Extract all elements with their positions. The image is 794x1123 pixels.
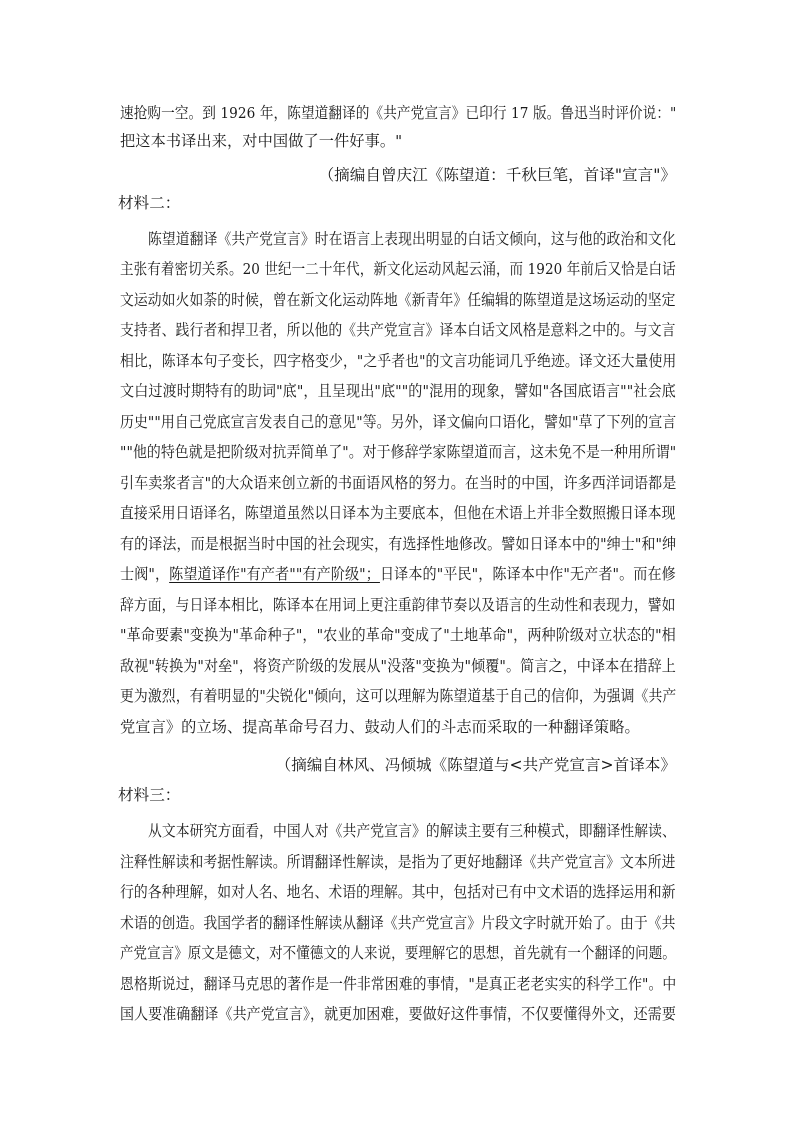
- paragraph-line: 历史""用自己党底宣言发表自己的意见"等。另外，译文偏向口语化，譬如"草了下列的宣言: [120, 413, 677, 431]
- paragraph-line: 术语的创造。我国学者的翻译性解读从翻译《共产党宣言》片段文字时就开始了。由于《共: [120, 914, 676, 932]
- section-heading: 材料三：: [118, 786, 181, 804]
- paragraph-line: 引车卖浆者言"的大众语来创立新的书面语风格的努力。在当时的中国，许多西洋词语都是: [120, 474, 677, 492]
- paragraph-line: 速抢购一空。到 1926 年，陈望道翻译的《共产党宣言》已印行 17 版。鲁迅当时评价说：": [120, 104, 677, 122]
- paragraph-line: 支持者、践行者和捍卫者，所以他的《共产党宣言》译本白话文风格是意料之中的。与文言: [120, 321, 676, 339]
- paragraph-line: 有的译法，而是根据当时中国的社会现实，有选择性地修改。譬如日译本中的"绅士"和"绅: [120, 535, 677, 553]
- paragraph-line: 更为激烈，有着明显的"尖锐化"倾向，这可以理解为陈望道基于自己的信仰，为强调《共产: [120, 687, 677, 705]
- paragraph-line: 把这本书译出来，对中国做了一件好事。": [120, 132, 403, 150]
- section-heading: 材料二：: [118, 194, 181, 212]
- paragraph-line: 文运动如火如荼的时候，曾在新文化运动阵地《新青年》任编辑的陈望道是这场运动的坚定: [120, 291, 676, 309]
- paragraph-line: 产党宣言》原文是德文，对不懂德文的人来说，要理解它的思想，首先就有一个翻译的问题。: [120, 944, 676, 962]
- paragraph-line: 国人要准确翻译《共产党宣言》，就更加困难，要做好这件事情，不仅要懂得外文，还需要: [120, 1005, 676, 1023]
- paragraph-line: 从文本研究方面看，中国人对《共产党宣言》的解读主要有三种模式，即翻译性解读、: [148, 822, 676, 840]
- paragraph-line: [120, 564, 676, 584]
- paragraph-line: 相比，陈译本句子变长，四字格变少，"之乎者也"的文言功能词几乎绝迹。译文还大量使用: [120, 352, 677, 370]
- paragraph-line: 注释性解读和考据性解读。所谓翻译性解读，是指为了更好地翻译《共产党宣言》文本所进: [120, 853, 676, 871]
- underlined-text: 陈望道译作"有产者""有产阶级"；: [169, 565, 380, 583]
- paragraph-line: 文白过渡时期特有的助词"底"，且呈现出"底""的"混用的现象，譬如"各国底语言""社会底: [120, 382, 676, 400]
- paragraph-line: "革命要素"变换为"革命种子"，"农业的革命"变成了"土地革命"，两种阶级对立状态的"相: [120, 626, 676, 644]
- source-citation: （摘编自曾庆江《陈望道：千秋巨笔，首译"宣言"》: [318, 166, 676, 184]
- source-citation: （摘编自林风、冯倾城《陈望道与<共产党宣言>首译本》: [275, 756, 676, 774]
- paragraph-line: 主张有着密切关系。20 世纪一二十年代，新文化运动风起云涌，而 1920 年前后又恰是白话: [120, 260, 676, 278]
- paragraph-line: 辞方面，与日译本相比，陈译本在用词上更注重韵律节奏以及语言的生动性和表现力，譬如: [120, 596, 676, 614]
- paragraph-line: 敌视"转换为"对垒"，将资产阶级的发展从"没落"变换为"倾覆"。简言之，中译本在措辞上: [120, 657, 676, 675]
- paragraph-line: 恩格斯说过，翻译马克思的著作是一件非常困难的事情，"是真正老老实实的科学工作"。中: [120, 975, 677, 993]
- line-text: 日译本的"平民"，陈译本中作"无产者"。而在修: [379, 565, 676, 583]
- paragraph-line: ""他的特色就是把阶级对抗弄简单了"。对于修辞学家陈望道而言，这未免不是一种用所谓": [120, 443, 677, 461]
- line-text: 士阀"，: [120, 565, 170, 583]
- paragraph-line: 党宣言》的立场、提高革命号召力、鼓动人们的斗志而采取的一种翻译策略。: [120, 718, 640, 736]
- paragraph-line: 行的各种理解，如对人名、地名、术语的理解。其中，包括对已有中文术语的选择运用和新: [120, 883, 676, 901]
- paragraph-line: 陈望道翻译《共产党宣言》时在语言上表现出明显的白话文倾向，这与他的政治和文化: [148, 230, 676, 248]
- paragraph-line: 直接采用日语译名，陈望道虽然以日译本为主要底本，但他在术语上并非全数照搬日译本现: [120, 504, 676, 522]
